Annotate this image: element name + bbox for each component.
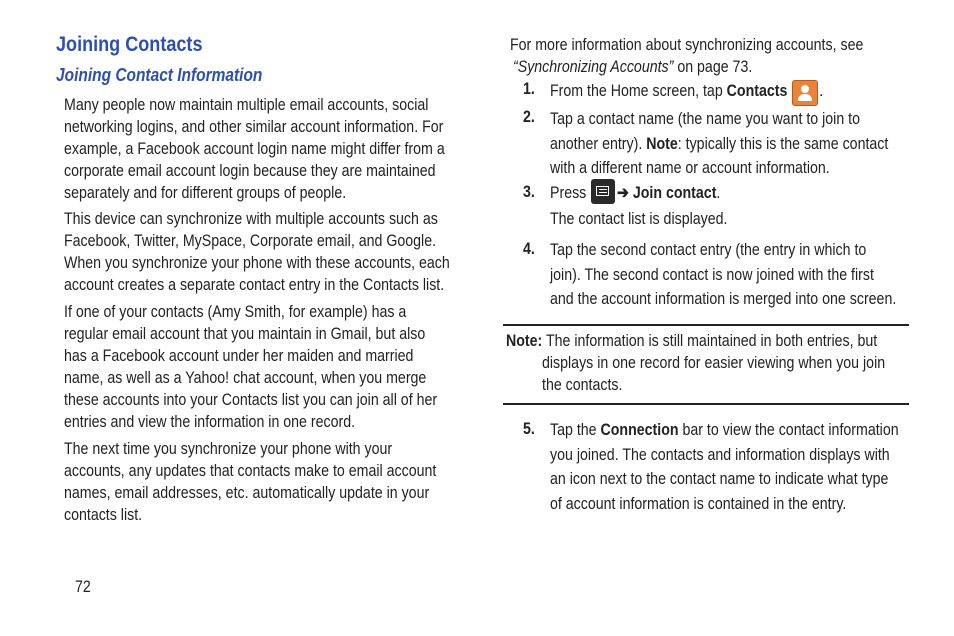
step-5-line: you joined. The contacts and information displays with xyxy=(550,445,890,464)
text-line: When you synchronize your phone with these accounts, each xyxy=(64,254,450,272)
join-contact-label: Join contact xyxy=(632,184,717,202)
step-5-line: Tap the xyxy=(550,421,601,439)
page-heading: Joining Contacts xyxy=(56,33,203,56)
text-line: Many people now maintain multiple email accounts, social xyxy=(64,96,429,114)
contacts-app-icon xyxy=(792,80,818,106)
text-line: regular email account that you maintain in Gmail, but also xyxy=(64,325,426,343)
menu-key-icon xyxy=(591,179,615,204)
note-line: The information is still maintained in both entries, but xyxy=(542,332,878,350)
step-2-line: Tap a contact name (the name you want to join to xyxy=(550,110,861,128)
step-1-pre: From the Home screen, tap xyxy=(550,82,727,100)
section-subheading: Joining Contact Information xyxy=(56,65,263,85)
step-5-number: 5. xyxy=(523,420,535,438)
text-line: account creates a separate contact entry in the Contacts list. xyxy=(64,276,445,294)
step-4-number: 4. xyxy=(523,240,535,258)
text-line: The next time you synchronize your phone with your xyxy=(64,440,393,458)
text-line: Facebook, Twitter, MySpace, Corporate email, and Google. xyxy=(64,232,437,250)
note-continuation xyxy=(542,352,941,396)
text-line: If one of your contacts (Amy Smith, for example) has a xyxy=(64,303,407,321)
connection-label: Connection xyxy=(600,421,679,439)
step-2-line: with a different name or account information. xyxy=(550,159,830,177)
text-line: networking logins, and other similar account information. For xyxy=(64,118,444,136)
step-3-pre: Press xyxy=(550,184,587,202)
step-2-text xyxy=(550,107,943,181)
note-line: the contacts. xyxy=(542,376,623,394)
text-line: separately and for different groups of people. xyxy=(64,184,347,202)
note-top-rule xyxy=(503,324,909,326)
step-2-line: another entry). xyxy=(550,134,647,153)
step-3-period: . xyxy=(716,184,721,202)
note-line: displays in one record for easier viewing when you join xyxy=(542,354,886,372)
step-1-period: . xyxy=(819,82,824,100)
text-line: these accounts into your Contacts list you can join all of her xyxy=(64,391,438,409)
note-inline-label: Note xyxy=(646,134,678,153)
note-box xyxy=(506,330,938,352)
text-line: name, as well as a Yahoo! chat account, when you merge xyxy=(64,369,427,387)
step-1-number: 1. xyxy=(523,80,535,98)
step-2-number: 2. xyxy=(523,108,535,126)
text-line: accounts, any updates that contacts make to email account xyxy=(64,462,437,480)
text-line: example, a Facebook account login name might differ from a xyxy=(64,140,445,158)
cross-reference-link[interactable]: “Synchronizing Accounts” xyxy=(513,58,674,76)
intro-page-ref: on page 73. xyxy=(673,58,753,76)
arrow-icon: ➔ xyxy=(617,184,633,202)
text-line: corporate email account login because they are maintained xyxy=(64,162,436,180)
step-4-line: Tap the second contact entry (the entry in which to xyxy=(550,241,867,259)
step-4-line: and the account information is merged into one screen. xyxy=(550,290,897,308)
step-4-text xyxy=(550,238,953,312)
intro-line: For more information about synchronizing accounts, see xyxy=(510,36,864,54)
paragraph-2 xyxy=(64,208,513,296)
note-label: Note: xyxy=(506,332,543,350)
step-3-text xyxy=(550,181,592,205)
text-line: names, email addresses, etc. automatically update in your xyxy=(64,484,430,502)
step-3-action xyxy=(617,181,737,205)
text-line: contacts list. xyxy=(64,506,143,524)
step-1-text xyxy=(550,78,826,104)
step-5-line: of account information is contained in the entry. xyxy=(550,494,847,513)
text-line: entries and view the information in one record. xyxy=(64,413,356,431)
step-4-line: join). The second contact is now joined with the first xyxy=(550,265,874,284)
paragraph-1 xyxy=(64,94,507,204)
paragraph-4 xyxy=(64,438,497,526)
text-line: has a Facebook account under her maiden and married xyxy=(64,347,414,365)
step-3-number: 3. xyxy=(523,183,535,201)
page-number: 72 xyxy=(75,578,91,596)
text-line: This device can synchronize with multiple accounts such as xyxy=(64,210,438,228)
step-3-result: The contact list is displayed. xyxy=(550,210,728,228)
note-bottom-rule xyxy=(503,403,909,405)
paragraph-3 xyxy=(64,301,498,433)
step-2-line: : typically this is the same contact xyxy=(677,134,889,153)
contacts-label: Contacts xyxy=(726,82,788,100)
step-5-text xyxy=(550,418,954,516)
step-5-line: bar to view the contact information xyxy=(678,421,899,439)
intro-text xyxy=(510,34,921,78)
step-5-line: an icon next to the contact name to indicate what type xyxy=(550,470,889,488)
